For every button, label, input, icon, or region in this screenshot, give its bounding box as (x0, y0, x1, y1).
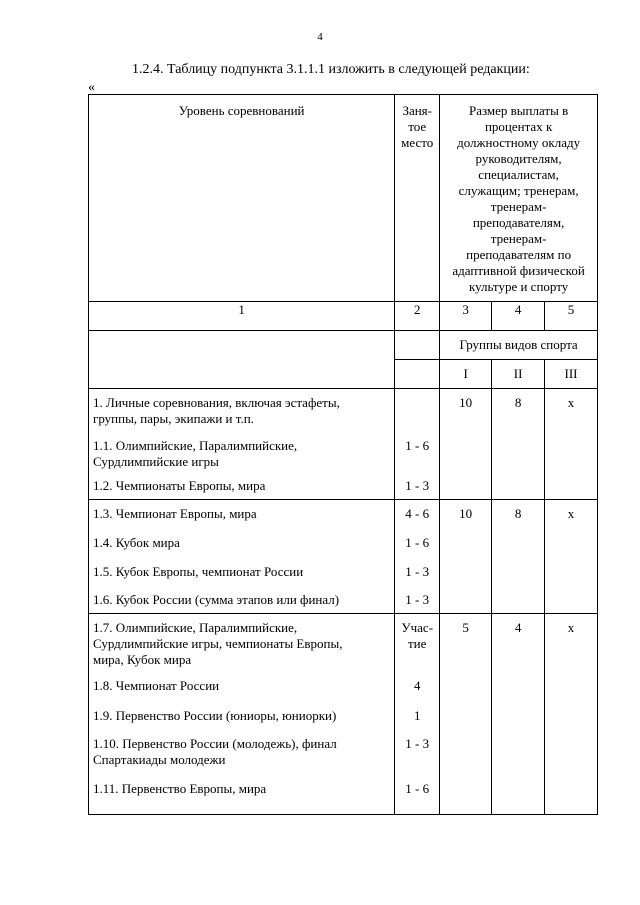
column-number: 4 (492, 302, 545, 331)
header-place-line: место (401, 135, 434, 150)
place-value: 1 (413, 708, 421, 723)
header-place (395, 95, 440, 302)
groups-title: Группы видов спорта (440, 331, 598, 360)
place-value: 1 - 3 (405, 564, 430, 579)
competition-level (89, 585, 394, 613)
competition-level (89, 671, 394, 701)
competition-level (89, 614, 394, 671)
empty-cell (395, 360, 440, 389)
level-cell (89, 500, 395, 614)
competition-level-line: 1.4. Кубок мира (93, 535, 180, 550)
place-value: Учас- тие (401, 620, 434, 651)
section-row (89, 500, 598, 614)
header-pay-line: процентах к (484, 119, 553, 134)
header-pay-line: должностному окладу (457, 135, 581, 150)
header-pay-line: культуре и спорту (468, 279, 569, 294)
page-number: 4 (317, 31, 323, 43)
competition-level-line: 1.9. Первенство России (юниоры, юниорки) (93, 708, 337, 723)
header-pay-line: адаптивной физической (452, 263, 585, 278)
competition-level-line: Спартакиады молодежи (93, 752, 226, 767)
header-pay-line: тренерам- (490, 231, 547, 246)
header-place-line: Заня- (402, 103, 432, 118)
group-label: III (545, 360, 598, 389)
place-value: 1 - 3 (405, 478, 430, 493)
column-number-row (89, 302, 598, 331)
header-pay-line: служащим; тренерам, (458, 183, 579, 198)
competition-level-line: Сурдлимпийские игры (93, 454, 219, 469)
competition-level-line: 1.3. Чемпионат Европы, мира (93, 506, 257, 521)
place-value: 1 - 6 (405, 438, 430, 453)
header-pay-line: Размер выплаты в (468, 103, 569, 118)
header-pay-line: специалистам, (478, 167, 559, 182)
place-value: 1 - 6 (405, 535, 430, 550)
competition-level-line: мира, Кубок мира (93, 652, 192, 667)
competition-level (89, 528, 394, 557)
header-pay-line: преподавателям, (472, 215, 565, 230)
section-row (89, 389, 598, 500)
column-number: 3 (440, 302, 492, 331)
opening-quote: « (88, 80, 95, 95)
group-label: I (440, 360, 492, 389)
competition-level (89, 431, 394, 471)
competition-level-line: 1. Личные соревнования, включая эстафеты, (93, 395, 340, 410)
competition-level-line: 1.10. Первенство России (молодежь), финал (93, 736, 337, 751)
place-value: 1 - 3 (405, 592, 430, 607)
competition-level (89, 471, 394, 499)
header-row (89, 95, 598, 302)
competition-level (89, 500, 394, 528)
competition-level-line: 1.6. Кубок России (сумма этапов или финал) (93, 592, 340, 607)
place-value: 4 (413, 678, 421, 693)
competition-level-line: Сурдлимпийские игры, чемпионаты Европы, (93, 636, 343, 651)
place-value: 4 - 6 (405, 506, 430, 521)
header-pay-line: тренерам- (490, 199, 547, 214)
place-value: 1 - 3 (405, 736, 430, 751)
competition-level (89, 729, 394, 774)
competition-level (89, 774, 394, 814)
empty-cell (89, 331, 395, 389)
payment-value: 10 (440, 500, 492, 614)
column-number: 1 (89, 302, 395, 331)
column-number: 2 (395, 302, 440, 331)
competition-level-line: группы, пары, экипажи и т.п. (93, 411, 254, 426)
payment-value: 4 (492, 614, 545, 815)
group-label: II (492, 360, 545, 389)
competition-level-line: 1.5. Кубок Европы, чемпионат России (93, 564, 304, 579)
groups-title-row (89, 331, 598, 360)
payment-value: х (545, 500, 598, 614)
competition-level (89, 557, 394, 585)
column-number: 5 (545, 302, 598, 331)
competition-level-line: 1.2. Чемпионаты Европы, мира (93, 478, 266, 493)
header-place-line: тое (408, 119, 427, 134)
payment-table (88, 94, 598, 815)
payment-value: х (545, 614, 598, 815)
payment-value: х (545, 389, 598, 500)
competition-level-line: 1.11. Первенство Европы, мира (93, 781, 267, 796)
place-cell (395, 389, 440, 500)
header-pay-line: руководителям, (475, 151, 562, 166)
intro-text: 1.2.4. Таблицу подпункта 3.1.1.1 изложить в следующей редакции: (132, 62, 530, 77)
competition-level (89, 701, 394, 729)
header-level: Уровень соревнований (89, 95, 395, 302)
level-cell (89, 614, 395, 815)
header-pay-line: преподавателям по (466, 247, 572, 262)
payment-value: 8 (492, 500, 545, 614)
empty-cell (395, 331, 440, 360)
payment-value: 10 (440, 389, 492, 500)
competition-level-line: 1.7. Олимпийские, Паралимпийские, (93, 620, 298, 635)
place-value: 1 - 6 (405, 781, 430, 796)
place-cell (395, 614, 440, 815)
competition-level-line: 1.1. Олимпийские, Паралимпийские, (93, 438, 298, 453)
place-value (395, 389, 439, 431)
payment-value: 8 (492, 389, 545, 500)
competition-level-line: 1.8. Чемпионат России (93, 678, 220, 693)
competition-level (89, 389, 394, 431)
payment-value: 5 (440, 614, 492, 815)
header-payment (440, 95, 598, 302)
place-cell (395, 500, 440, 614)
level-cell (89, 389, 395, 500)
section-row (89, 614, 598, 815)
